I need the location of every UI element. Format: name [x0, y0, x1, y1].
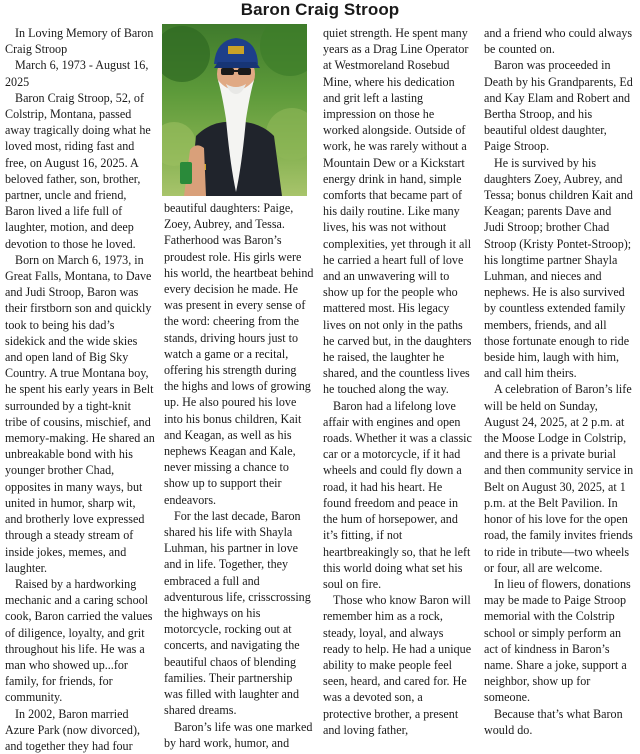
column-1	[5, 25, 155, 754]
column-3	[323, 25, 473, 738]
paragraph: For the last decade, Baron shared his life with Shayla Luhman, his partner in love and in life. Together, they embraced a full and adventurous life, crisscrossing the highways on his motorcycle, rocking out at concerts, and navigating the beautiful chaos of blending families. Their partnership was filled with laughter and shared dreams.	[164, 508, 311, 718]
paragraph: Because that’s what Baron would do.	[484, 706, 623, 737]
paragraph: quiet strength. He spent many years as a Drag Line Operator at Westmoreland Rosebud Mine, where his dedication and grit left a lasting impression on those he worked alongside. Outside of work, he was rarely without a Mountain Dew or a Kickstart energy drink in hand, simple comforts that became part of his daily routine. Like many lives, his was not without complexities, yet through it all he carried a heart full of love and an unwavering will to show up for the people who mattered most. His legacy lives on not only in the paths he carved but, in the daughters he raised, the laughter he shared, and the countless lives he touched along the way.	[323, 26, 472, 397]
paragraph: Baron’s life was one marked by hard work, humor, and	[164, 719, 313, 750]
column-4	[484, 25, 634, 738]
portrait-photo-icon	[162, 24, 307, 196]
paragraph: Raised by a hardworking mechanic and a caring school cook, Baron carried the values of diligence, loyalty, and grit throughout his life. He was a man who showed up...for family, for friends, for community.	[5, 576, 153, 705]
paragraph: beautiful daughters: Paige, Zoey, Aubrey, and Tessa. Fatherhood was Baron’s proudest role. His girls were his world, the heartbeat behind every decision he made. He was present in every sense of the word: cheering from the stands, driving hours just to watch a game or a recital, offering his strength during the highs and lows of growing up. He also poured his love into his bonus children, Kait and Keagan, as well as his nephews Keagan and Kale, never missing a chance to show up to support their endeavors.	[164, 201, 314, 507]
memorial-heading: In Loving Memory of Baron Craig Stroop	[5, 26, 154, 57]
paragraph: A celebration of Baron’s life will be held on Sunday, August 24, 2025, at 2 p.m. at the Moose Lodge in Colstrip, and there is a private burial and then community service in Belt on August 30, 2025, at 1 p.m. at the Belt Pavilion. In honor of his love for the open road, the family invites friends to ride in tribute—two wheels or four, all are welcome.	[484, 382, 634, 575]
paragraph: Baron Craig Stroop, 52, of Colstrip, Montana, passed away tragically doing what he loved most, riding fast and free, on August 16, 2025. A beloved father, son, brother, partner, uncle and friend, Baron lived a life full of laughter, motion, and deep devotion to those he loved.	[5, 90, 151, 251]
paragraph: In 2002, Baron married Azure Park (now divorced), and together they had four	[5, 706, 140, 753]
obituary-title: Baron Craig Stroop	[240, 0, 400, 19]
paragraph: and a friend who could always be counted on.	[484, 26, 633, 57]
paragraph: Baron was proceeded in Death by his Grandparents, Ed and Kay Elam and Robert and Bertha Stroop, and his beautiful oldest daughter, Paige Stroop.	[484, 58, 633, 154]
paragraph: Those who know Baron will remember him as a rock, steady, loyal, and always ready to help. He had a unique ability to make people feel seen, heard, and cared for. He was a devoted son, a protective brother, a present and loving father,	[323, 593, 472, 737]
paragraph: Baron had a lifelong love affair with engines and open roads. Whether it was a classic car or a motorcycle, if it had wheels and could fly down a road, it had his heart. He found freedom and peace in the hum of horsepower, and it’s fitting, if not heartbreakingly so, that he left this world doing what set his soul on fire.	[323, 398, 472, 591]
paragraph: Born on March 6, 1973, in Great Falls, Montana, to Dave and Judi Stroop, Baron was their firstborn son and quickly took to being his dad’s sidekick and the wide skies and open land of Big Sky Country. A true Montana boy, he spent his early years in Belt surrounded by a tight-knit tribe of cousins, mischief, and memory-making. He shared an unbreakable bond with his younger brother Chad, opposites in many ways, but united in humor, sharp wit, and brotherly love expressed through a steady stream of inside jokes, memes, and laughter.	[5, 252, 155, 575]
column-2	[164, 200, 314, 751]
life-dates: March 6, 1973 - August 16, 2025	[5, 58, 149, 89]
paragraph: He is survived by his daughters Zoey, Aubrey, and Tessa; bonus children Kait and Keagan; parents Dave and Judi Stroop; brother Chad Stroop (Kristy Pontet-Stroop); his longtime partner Shayla Luhman, and nieces and nephews. He is also survived by countless extended family members, friends, and all those fortunate enough to ride beside him, laugh with him, and call him theirs.	[484, 155, 633, 381]
paragraph: In lieu of flowers, donations may be made to Paige Stroop memorial with the Colstrip school or simply perform an act of kindness in Baron’s name. Share a joke, support a neighbor, show up for someone.	[484, 576, 631, 705]
